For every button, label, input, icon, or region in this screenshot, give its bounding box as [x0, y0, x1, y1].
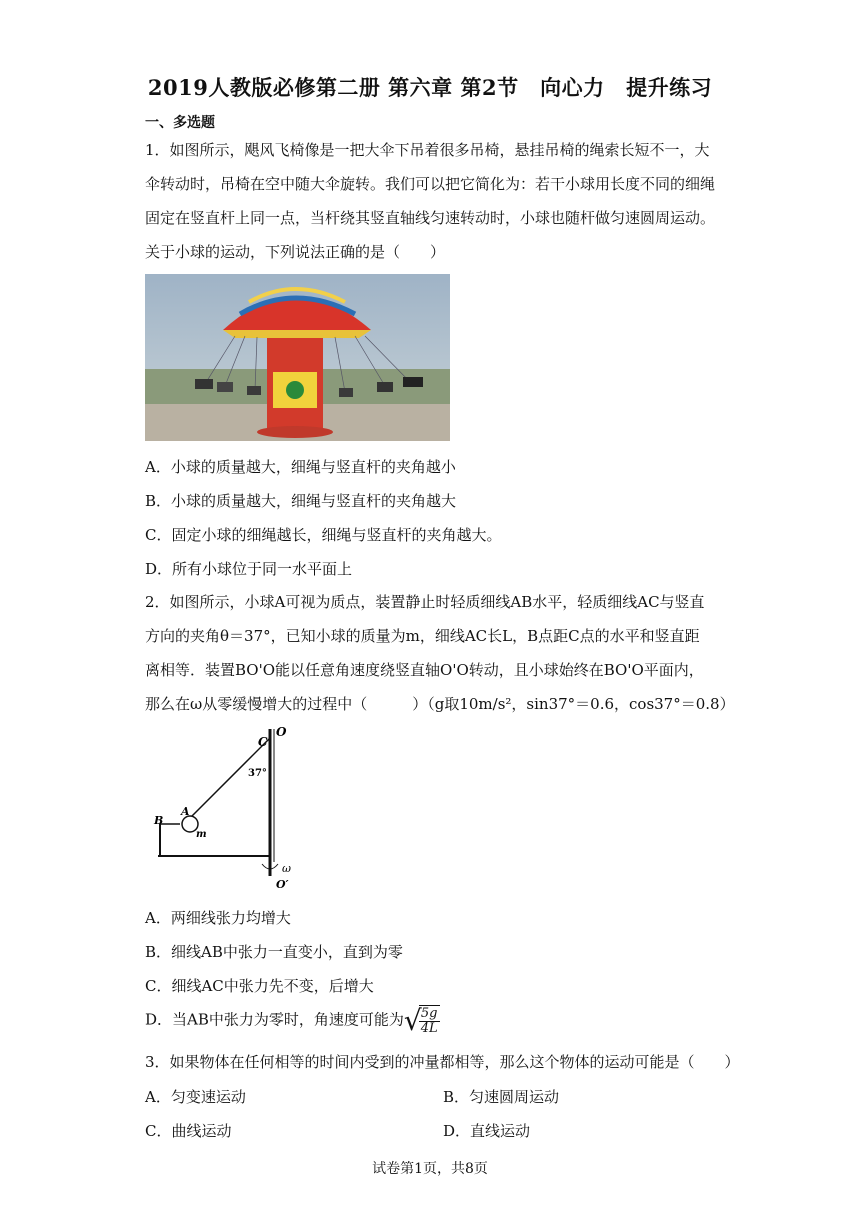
q3-option-d: D．直线运动: [443, 1122, 531, 1140]
q2-option-c: C．细线AC中张力先不变，后增大: [145, 977, 374, 995]
swing-ride-photo: [145, 274, 450, 441]
sqrt-expression: √ $\frac{5g}{4L}$: [403, 1004, 438, 1037]
q1-option-c: C．固定小球的细绳越长，细绳与竖直杆的夹角越大。: [145, 526, 502, 544]
q2-option-a: A．两细线张力均增大: [145, 909, 291, 927]
q1-line-3: 固定在竖直杆上同一点，当杆绕其竖直轴线匀速转动时，小球也随杆做匀速圆周运动。: [145, 209, 716, 227]
q2-option-b: B．细线AB中张力一直变小，直到为零: [145, 943, 403, 961]
q3-line-1: 3．如果物体在任何相等的时间内受到的冲量都相等，那么这个物体的运动可能是（ ）: [145, 1053, 740, 1071]
q1-option-b: B．小球的质量越大，细绳与竖直杆的夹角越大: [145, 492, 457, 510]
q2-line-4: 那么在ω从零缓慢增大的过程中（ ）（g取10m/s²，sin37°＝0.6，cos37°＝0.8）: [145, 695, 735, 713]
page-footer: 试卷第1页，共8页: [372, 1161, 488, 1177]
q1-option-a: A．小球的质量越大，细绳与竖直杆的夹角越小: [145, 458, 456, 476]
q2-option-d-text: D．当AB中张力为零时，角速度可能为: [145, 1010, 404, 1029]
label-omega: ω: [282, 862, 291, 875]
q3-option-a: A．匀变速运动: [145, 1088, 246, 1106]
q1-option-d: D．所有小球位于同一水平面上: [145, 560, 353, 578]
label-b: B: [154, 814, 164, 827]
label-o-prime: O′: [276, 878, 289, 891]
q1-line-4: 关于小球的运动，下列说法正确的是（ ）: [145, 243, 446, 261]
q2-line-3: 离相等．装置BO'O能以任意角速度绕竖直轴O'O转动，且小球始终在BO'O平面内，: [145, 661, 704, 679]
fraction-numerator: 5g: [419, 1007, 440, 1022]
q2-line-1: 2．如图所示，小球A可视为质点，装置静止时轻质细线AB水平，轻质细线AC与竖直: [145, 593, 705, 611]
page-title: 2019人教版必修第二册 第六章 第2节 向心力 提升练习: [147, 75, 713, 100]
q3-option-b: B．匀速圆周运动: [443, 1088, 560, 1106]
fraction-denominator: 4L: [420, 1021, 438, 1036]
q3-option-c: C．曲线运动: [145, 1122, 232, 1140]
label-angle: 37°: [248, 768, 267, 779]
q2-line-2: 方向的夹角θ＝37°，已知小球的质量为m，细线AC长L，B点距C点的水平和竖直距: [145, 627, 700, 645]
q1-line-1: 1．如图所示，飓风飞椅像是一把大伞下吊着很多吊椅，悬挂吊椅的绳索长短不一，大: [145, 141, 710, 159]
q2-option-d: [145, 1004, 440, 1037]
section-heading: 一、多选题: [145, 115, 215, 131]
label-a: A: [181, 805, 190, 818]
label-c: C: [258, 735, 268, 749]
pendulum-diagram: [150, 724, 300, 896]
label-o: O: [276, 725, 287, 739]
q1-line-2: 伞转动时，吊椅在空中随大伞旋转。我们可以把它简化为：若干小球用长度不同的细绳: [145, 175, 716, 193]
fraction: [419, 1007, 440, 1036]
label-m: m: [196, 829, 207, 840]
